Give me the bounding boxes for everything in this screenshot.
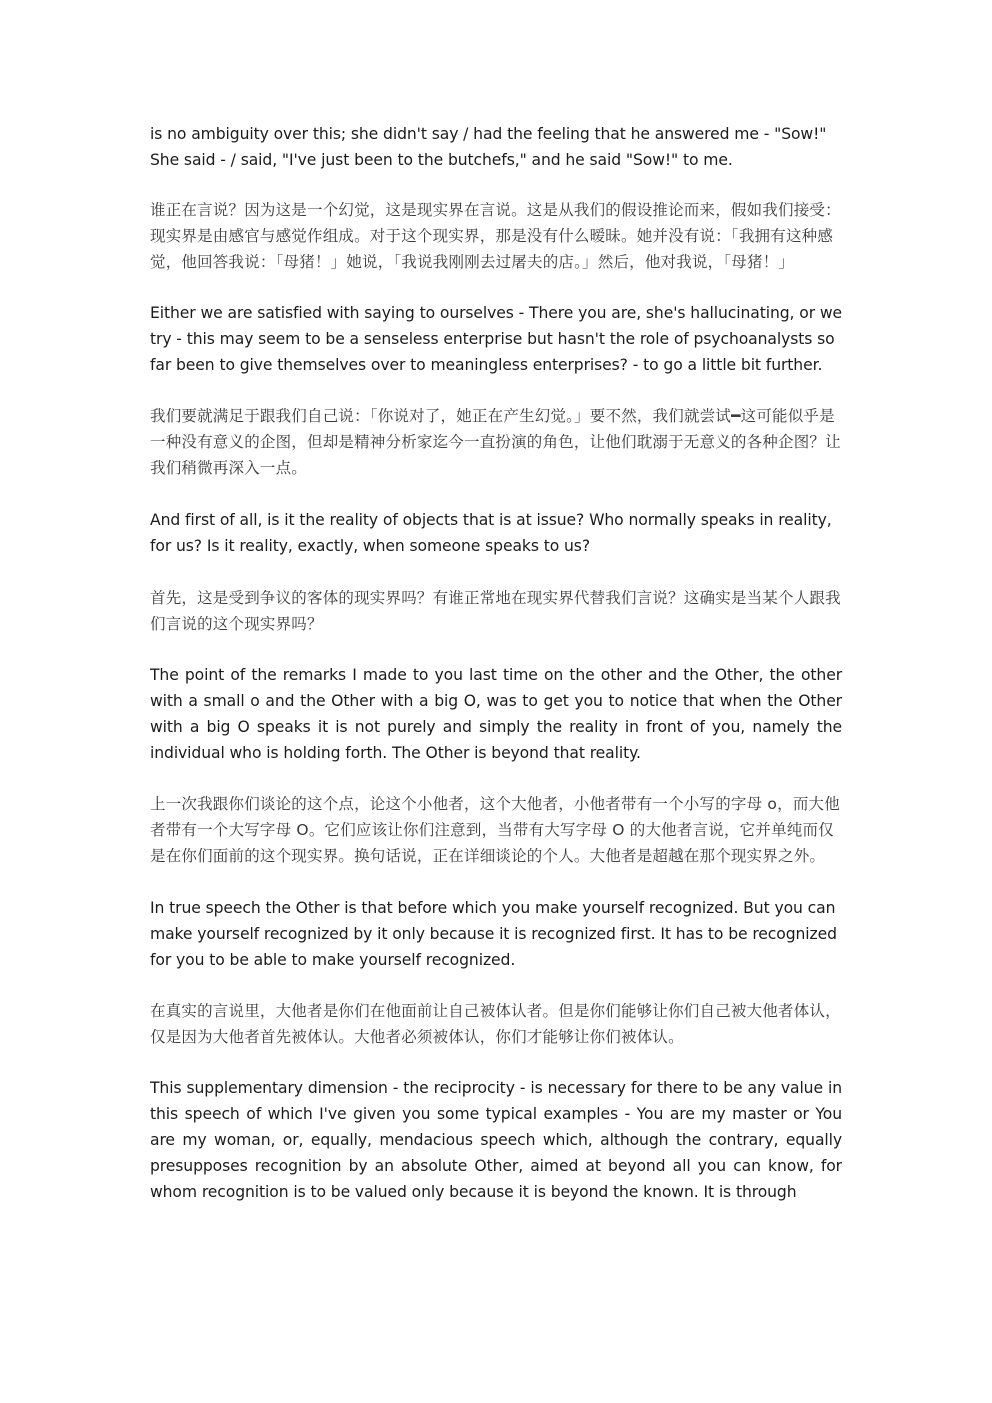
paragraph-chinese-4: 上一次我跟你们谈论的这个点，论这个小他者，这个大他者，小他者带有一个小写的字母 o，而大他者带有一个大写字母 O。它们应该让你们注意到，当带有大写字母 O 的大他者言说，它并单纯而仅是在你们面前的这个现实界。换句话说，正在详细谈论的个人。大他者是超越在那个现实界之外。 <box>150 795 840 865</box>
paragraph-chinese-5: 在真实的言说里，大他者是你们在他面前让自己被体认者。但是你们能够让你们自己被大他者体认，仅是因为大他者首先被体认。大他者必须被体认，你们才能够让你们被体认。 <box>150 1002 841 1046</box>
paragraph-english-4: The point of the remarks I made to you last time on the other and the Other, the other with a small o and the Other with a big O, was to get you to notice that when the Other with a big O speaks it is not purely and simply the reality in front of you, namely the individual who is holding forth. The Other is beyond that reality. <box>150 666 842 762</box>
paragraph-english-5: In true speech the Other is that before which you make yourself recognized. But you can make yourself recognized by it only because it is recognized first. It has to be recognized for you to be able to make yourself recognized. <box>150 899 837 969</box>
paragraph-chinese-3: 首先，这是受到争议的客体的现实界吗？有谁正常地在现实界代替我们言说？这确实是当某个人跟我们言说的这个现实界吗？ <box>150 589 841 633</box>
paragraph-chinese-2: 我们要就满足于跟我们自己说：「你说对了，她正在产生幻觉。」要不然，我们就尝试━这可能似乎是一种没有意义的企图，但却是精神分析家迄今一直扮演的角色，让他们耽溺于无意义的各种企图？让我们稍微再深入一点。 <box>150 407 841 477</box>
paragraph-english-6: This supplementary dimension - the reciprocity - is necessary for there to be any value in this speech of which I've given you some typical examples - You are my master or You are my woman, or, equally, mendacious speech which, although the contrary, equally presupposes recognition by an absolute Other, aimed at beyond all you can know, for whom recognition is to be valued only because it is beyond the known. It is through <box>150 1079 842 1201</box>
document-page <box>150 121 842 1205</box>
paragraph-english-1: is no ambiguity over this; she didn't say / had the feeling that he answered me - "Sow!" She said - / said, "I've just been to the butchefs," and he said "Sow!" to me. <box>150 125 827 169</box>
paragraph-english-3: And first of all, is it the reality of objects that is at issue? Who normally speaks in reality, for us? Is it reality, exactly, when someone speaks to us? <box>150 511 832 555</box>
paragraph-chinese-1: 谁正在言说？因为这是一个幻觉，这是现实界在言说。这是从我们的假设推论而来，假如我们接受：现实界是由感官与感觉作组成。对于这个现实界，那是没有什么暧昧。她并没有说：「我拥有这种感觉，他回答我说：「母猪！」她说，「我说我刚刚去过屠夫的店。」然后，他对我说，「母猪！」 <box>150 201 841 271</box>
paragraph-english-2: Either we are satisfied with saying to ourselves - There you are, she's hallucinating, or we try - this may seem to be a senseless enterprise but hasn't the role of psychoanalysts so far been to give themselves over to meaningless enterprises? - to go a little bit further. <box>150 304 843 374</box>
